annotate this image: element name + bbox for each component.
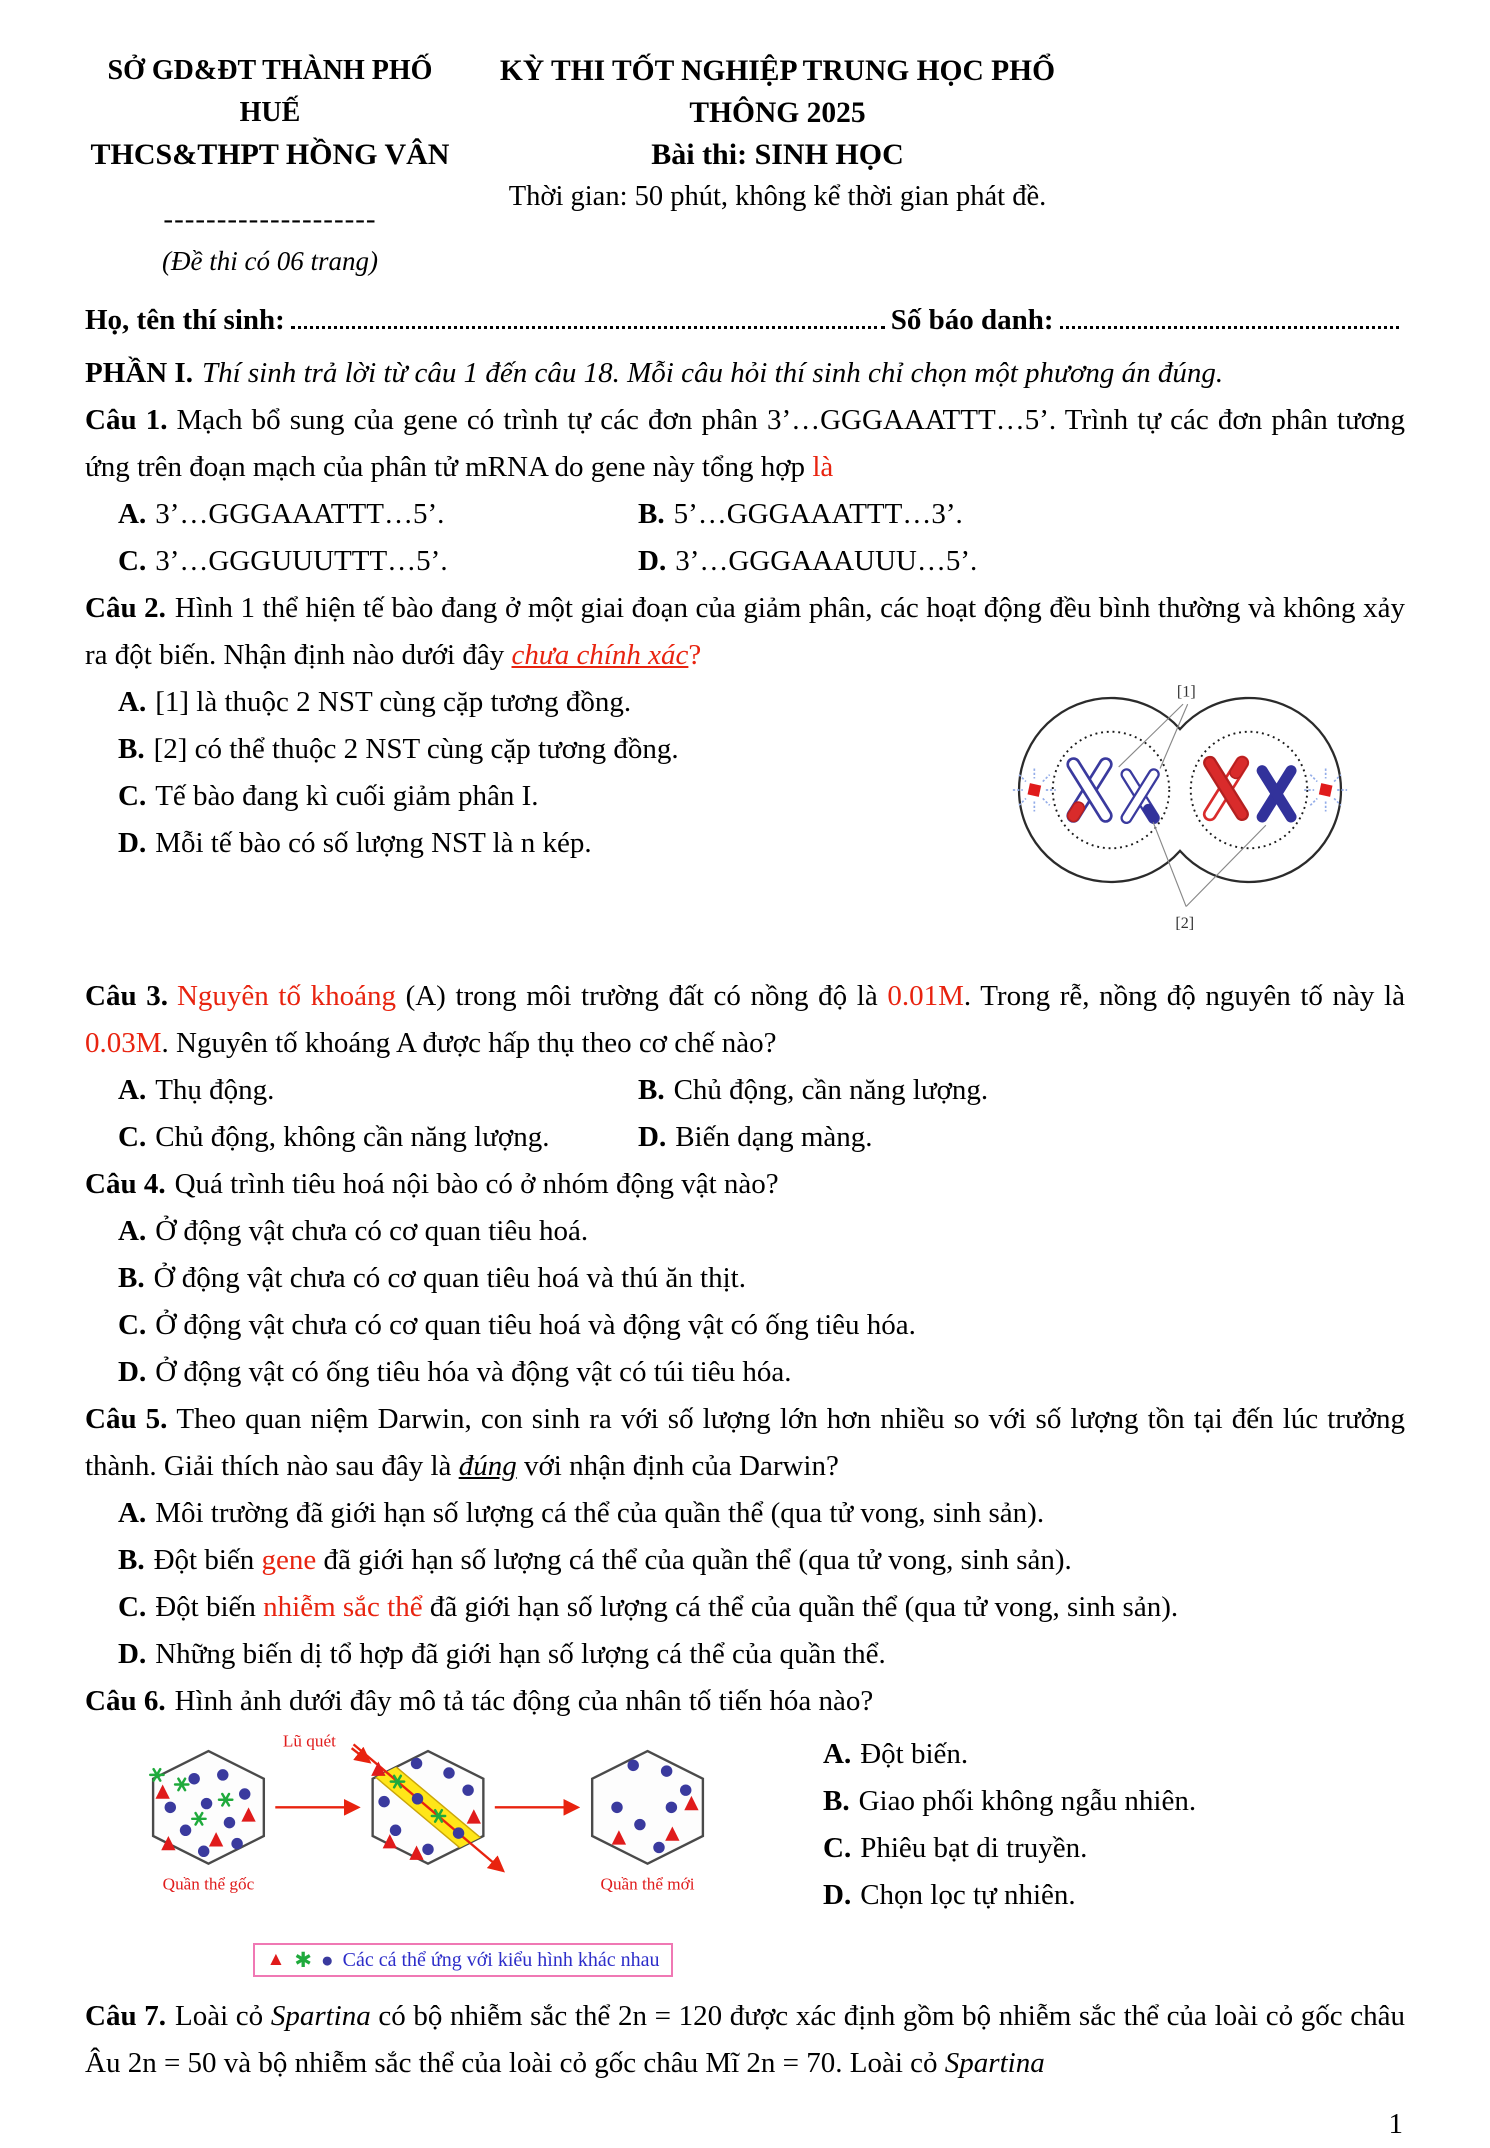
option-letter: C. (118, 545, 147, 577)
option-text: Giao phối không ngẫu nhiên. (858, 1784, 1197, 1817)
circle-icon: ● (320, 1948, 334, 1973)
q3-option-b (638, 1067, 1405, 1114)
q3-concentration-2: 0.03M (85, 1026, 162, 1059)
option-text: Đột biến. (860, 1737, 969, 1770)
q4-text: Quá trình tiêu hoá nội bào có ở nhóm động vật nào? (174, 1167, 779, 1200)
pages-note: (Đề thi có 06 trang) (162, 246, 378, 276)
option-text: 3’…GGGAAATTT…5’. (155, 498, 445, 530)
option-letter: C. (118, 1120, 147, 1153)
exam-subject: Bài thi: SINH HỌC (651, 138, 904, 171)
question-3-block (85, 973, 1405, 1161)
figure-legend (253, 1943, 674, 1977)
q2-option-b (118, 726, 990, 773)
genetic-drift-figure (113, 1731, 743, 1927)
q2-options (85, 679, 990, 867)
q7-label: Câu 7. (85, 2000, 166, 2033)
question-4 (85, 1161, 1405, 1208)
figure-label-1: [1] (1176, 683, 1196, 701)
q3-text: (A) trong môi trường đất có nồng độ là (395, 979, 888, 1012)
option-letter: B. (638, 1073, 665, 1106)
part1-heading (85, 350, 1405, 397)
q6-options (813, 1731, 1405, 1919)
q3-option-c (118, 1114, 638, 1161)
option-letter: D. (823, 1878, 852, 1911)
q2-text-red-underline: chưa chính xác (511, 639, 689, 671)
q2-label: Câu 2. (85, 592, 166, 624)
new-population-label: Quần thể mới (600, 1874, 695, 1894)
header-right (455, 50, 1100, 282)
triangle-icon: ▲ (266, 1949, 286, 1971)
q6-option-a (823, 1731, 1405, 1778)
q2-question-mark: ? (688, 639, 702, 671)
option-letter: D. (118, 827, 147, 859)
q5-underlined-word: đúng (458, 1449, 517, 1482)
option-letter: A. (118, 1073, 147, 1106)
q6-label: Câu 6. (85, 1684, 166, 1717)
q5-label: Câu 5. (85, 1402, 168, 1435)
q1-text-red: là (812, 451, 834, 483)
q2-figure (990, 675, 1370, 951)
q4-option-a (118, 1208, 1405, 1255)
option-text: Chủ động, không cần năng lượng. (155, 1120, 550, 1153)
q7-text: Loài cỏ (174, 2000, 271, 2033)
option-letter: C. (118, 780, 147, 812)
option-text: [2] có thể thuộc 2 NST cùng cặp tương đồng. (153, 733, 679, 765)
header (85, 50, 1405, 282)
q3-text: . Trong rễ, nồng độ nguyên tố này là (963, 979, 1405, 1012)
figure-legend-row (113, 1943, 813, 1977)
q6-option-b (823, 1778, 1405, 1825)
option-text: Đột biến (155, 1590, 264, 1623)
q5-c-red-term: nhiễm sắc thể (263, 1590, 423, 1623)
option-letter: B. (638, 498, 665, 530)
option-letter: D. (638, 1120, 667, 1153)
cell-membrane (1019, 698, 1341, 882)
q3-label: Câu 3. (85, 979, 168, 1012)
q2-option-d (118, 820, 990, 867)
q5-b-red-term: gene (261, 1543, 317, 1576)
q1-option-c (118, 538, 638, 585)
header-left (85, 50, 455, 282)
option-letter: A. (118, 686, 147, 718)
question-1 (85, 397, 1405, 491)
q3-options (85, 1067, 1405, 1161)
q3-option-d (638, 1114, 1405, 1161)
header-divider: -------------------- (163, 203, 377, 235)
option-text: Chủ động, cần năng lượng. (673, 1073, 989, 1106)
option-letter: C. (118, 1308, 147, 1341)
page-number: 1 (1388, 2108, 1403, 2141)
option-text: đã giới hạn số lượng cá thể của quần thể (qua tử vong, sinh sản). (422, 1590, 1179, 1623)
option-text: 5’…GGGAAATTT…3’. (673, 498, 963, 530)
option-text: Tế bào đang kì cuối giảm phân I. (155, 780, 539, 812)
option-letter: C. (118, 1590, 147, 1623)
candidate-id-label: Số báo danh: (890, 304, 1054, 336)
question-3 (85, 973, 1405, 1067)
q1-option-a (118, 491, 638, 538)
option-letter: C. (823, 1831, 852, 1864)
q5-option-b (118, 1537, 1405, 1584)
q1-options (85, 491, 1405, 585)
flood-label: Lũ quét (282, 1730, 336, 1750)
source-population-label: Quần thể gốc (162, 1874, 255, 1894)
q1-option-b (638, 491, 1405, 538)
part1-instruction: Thí sinh trả lời từ câu 1 đến câu 18. Mỗi câu hỏi thí sinh chỉ chọn một phương án đúng. (201, 357, 1224, 389)
option-letter: B. (118, 1543, 145, 1576)
q6-option-d (823, 1872, 1405, 1919)
candidate-id-blank (1060, 292, 1399, 329)
exam-title: KỲ THI TỐT NGHIỆP TRUNG HỌC PHỔ THÔNG 2025 (499, 55, 1056, 129)
question-2 (85, 585, 1405, 679)
option-text: đã giới hạn số lượng cá thể của quần thể (qua tử vong, sinh sản). (316, 1543, 1072, 1576)
q6-figure (85, 1731, 813, 1978)
q4-options (85, 1208, 1405, 1396)
option-text: 3’…GGGUUUTTT…5’. (155, 545, 448, 577)
option-text: Mỗi tế bào có số lượng NST là n kép. (155, 827, 592, 859)
option-letter: B. (823, 1784, 850, 1817)
q2-body (85, 679, 1405, 951)
q7-species-name: Spartina (944, 2047, 1045, 2080)
q5-text: với nhận định của Darwin? (516, 1449, 839, 1482)
option-letter: D. (638, 545, 667, 577)
question-6 (85, 1678, 1405, 1725)
q4-option-c (118, 1302, 1405, 1349)
option-text: Ở động vật chưa có cơ quan tiêu hoá và thú ăn thịt. (153, 1261, 746, 1294)
school-name: THCS&THPT HỒNG VÂN (90, 138, 450, 171)
question-5 (85, 1396, 1405, 1490)
q1-option-d (638, 538, 1405, 585)
q5-option-d (118, 1631, 1405, 1678)
option-text: Ở động vật chưa có cơ quan tiêu hoá. (155, 1214, 589, 1247)
q6-text: Hình ảnh dưới đây mô tả tác động của nhân tố tiến hóa nào? (174, 1684, 874, 1717)
q3-text: . Nguyên tố khoáng A được hấp thụ theo cơ chế nào? (161, 1026, 777, 1059)
candidate-name-label: Họ, tên thí sinh: (85, 304, 285, 336)
star-icon: ✱ (294, 1948, 312, 1973)
part1-label: PHẦN I. (85, 357, 193, 389)
q7-text: có bộ nhiễm sắc thể 2n = 120 được xác định gồm bộ nhiễm sắc thể của loài cỏ gốc châu Âu 2n = 50 và bộ nhiễm sắc thể của loài cỏ gốc châu Mĩ 2n = 70. Loài cỏ (85, 2000, 1406, 2080)
option-letter: A. (823, 1737, 852, 1770)
q4-label: Câu 4. (85, 1167, 166, 1200)
option-text: [1] là thuộc 2 NST cùng cặp tương đồng. (155, 686, 632, 718)
option-letter: B. (118, 1261, 145, 1294)
q3-concentration-1: 0.01M (887, 979, 964, 1012)
exam-duration: Thời gian: 50 phút, không kể thời gian phát đề. (508, 181, 1047, 212)
option-text: Chọn lọc tự nhiên. (860, 1878, 1076, 1911)
candidate-row (85, 292, 1405, 344)
option-text: Môi trường đã giới hạn số lượng cá thể của quần thể (qua tử vong, sinh sản). (155, 1496, 1045, 1529)
option-letter: D. (118, 1637, 147, 1670)
option-text: 3’…GGGAAAUUU…5’. (675, 545, 978, 577)
q5-options (85, 1490, 1405, 1678)
q6-body (85, 1731, 1405, 1978)
q6-option-c (823, 1825, 1405, 1872)
department-name: SỞ GD&ĐT THÀNH PHỐ HUẾ (107, 55, 433, 128)
option-text: Ở động vật chưa có cơ quan tiêu hoá và động vật có ống tiêu hóa. (155, 1308, 916, 1341)
option-text: Phiêu bạt di truyền. (860, 1831, 1088, 1864)
q4-option-d (118, 1349, 1405, 1396)
q2-text: Hình 1 thể hiện tế bào đang ở một giai đoạn của giảm phân, các hoạt động đều bình thường và không xảy ra đột biến. Nhận định nào dưới đây (85, 592, 1406, 671)
option-text: Biến dạng màng. (675, 1120, 873, 1153)
q5-option-a (118, 1490, 1405, 1537)
q1-label: Câu 1. (85, 404, 168, 436)
q5-option-c (118, 1584, 1405, 1631)
option-text: Những biến dị tổ hợp đã giới hạn số lượng cá thể của quần thể. (155, 1637, 886, 1670)
option-letter: A. (118, 1214, 147, 1247)
legend-text: Các cá thể ứng với kiểu hình khác nhau (342, 1949, 660, 1972)
q4-option-b (118, 1255, 1405, 1302)
q7-species-name: Spartina (270, 2000, 371, 2033)
meiosis-cell-figure (996, 675, 1364, 936)
option-text: Ở động vật có ống tiêu hóa và động vật có túi tiêu hóa. (155, 1355, 792, 1388)
question-7 (85, 1993, 1405, 2087)
option-letter: A. (118, 1496, 147, 1529)
q2-option-a (118, 679, 990, 726)
figure-label-2: [2] (1175, 914, 1195, 932)
q3-red-term: Nguyên tố khoáng (176, 979, 396, 1012)
q2-option-c (118, 773, 990, 820)
option-letter: A. (118, 498, 147, 530)
q5-text: Theo quan niệm Darwin, con sinh ra với số lượng lớn hơn nhiều so với số lượng tồn tại đến lúc trưởng thành. Giải thích nào sau đây là (85, 1402, 1405, 1482)
option-letter: B. (118, 733, 145, 765)
q1-text: Mạch bổ sung của gene có trình tự các đơn phân 3’…GGGAAATTT…5’. Trình tự các đơn phân tương ứng trên đoạn mạch của phân tử mRNA do gene này tổng hợp (85, 404, 1405, 483)
option-letter: D. (118, 1355, 147, 1388)
option-text: Thụ động. (155, 1073, 275, 1106)
option-text: Đột biến (153, 1543, 262, 1576)
candidate-name-blank (291, 292, 885, 329)
q3-option-a (118, 1067, 638, 1114)
